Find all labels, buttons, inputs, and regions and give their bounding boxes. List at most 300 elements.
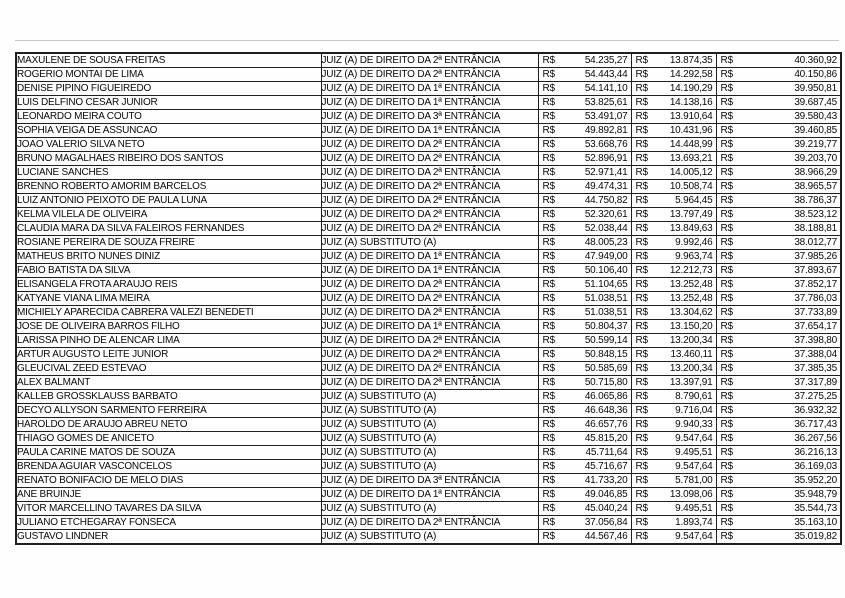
currency-symbol: R$ [720,489,733,500]
table-row [16,222,841,236]
position-cell: JUIZ (A) DE DIREITO DA 3ª ENTRÂNCIA [321,474,538,488]
amount-value: 13.200,34 [669,363,713,374]
amount-wrapper [539,152,631,165]
amount-wrapper [539,236,631,249]
amount-cell [716,222,841,236]
amount-value: 52.971,41 [584,167,628,178]
amount-wrapper [632,236,716,249]
amount-cell [538,530,631,545]
amount-cell [631,166,716,180]
position-cell: JUIZ (A) DE DIREITO DA 2ª ENTRÂNCIA [321,516,538,530]
amount-cell [631,502,716,516]
amount-cell [716,138,841,152]
currency-symbol: R$ [635,139,648,150]
currency-symbol: R$ [542,517,555,528]
amount-value: 36.169,03 [794,461,837,472]
judge-name-cell: DENISE PIPINO FIGUEIREDO [16,82,321,96]
amount-wrapper [539,82,631,95]
amount-wrapper [539,446,631,459]
amount-value: 39.950,81 [794,83,837,94]
amount-value: 51.038,51 [584,293,628,304]
amount-value: 35.948,79 [794,489,837,500]
amount-wrapper [717,208,841,221]
amount-wrapper [632,96,716,109]
currency-symbol: R$ [635,153,648,164]
position-cell: JUIZ (A) SUBSTITUTO (A) [321,404,538,418]
amount-cell [631,68,716,82]
amount-value: 35.163,10 [794,517,837,528]
amount-cell [631,236,716,250]
amount-value: 52.320,61 [584,209,628,220]
amount-value: 14.138,16 [669,97,713,108]
currency-symbol: R$ [542,447,555,458]
amount-cell [716,292,841,306]
judge-name-cell: BRUNO MAGALHAES RIBEIRO DOS SANTOS [16,152,321,166]
currency-symbol: R$ [542,349,555,360]
currency-symbol: R$ [542,433,555,444]
table-row [16,306,841,320]
currency-symbol: R$ [720,83,733,94]
currency-symbol: R$ [635,335,648,346]
currency-symbol: R$ [720,433,733,444]
amount-wrapper [717,320,841,333]
judge-name-cell: GLEUCIVAL ZEED ESTEVAO [16,362,321,376]
amount-wrapper [632,54,716,67]
amount-wrapper [539,180,631,193]
amount-wrapper [717,390,841,403]
currency-symbol: R$ [720,167,733,178]
judge-name-cell: HAROLDO DE ARAUJO ABREU NETO [16,418,321,432]
currency-symbol: R$ [542,293,555,304]
amount-value: 45.040,24 [584,503,628,514]
amount-value: 1.893,74 [675,517,713,528]
judge-name-cell: BRENNO ROBERTO AMORIM BARCELOS [16,180,321,194]
currency-symbol: R$ [720,419,733,430]
amount-cell [538,138,631,152]
amount-cell [631,180,716,194]
amount-value: 9.940,33 [675,419,713,430]
currency-symbol: R$ [635,517,648,528]
amount-wrapper [717,278,841,291]
amount-wrapper [717,418,841,431]
table-row [16,96,841,110]
position-cell: JUIZ (A) SUBSTITUTO (A) [321,236,538,250]
amount-value: 10.508,74 [669,181,713,192]
currency-symbol: R$ [542,55,555,66]
amount-wrapper [717,460,841,473]
position-cell: JUIZ (A) DE DIREITO DA 2ª ENTRÂNCIA [321,194,538,208]
amount-cell [716,110,841,124]
amount-cell [631,208,716,222]
amount-value: 53.491,07 [584,111,628,122]
amount-value: 48.005,23 [584,237,628,248]
amount-wrapper [632,194,716,207]
currency-symbol: R$ [542,489,555,500]
amount-value: 47.949,00 [584,251,628,262]
amount-wrapper [632,320,716,333]
amount-value: 9.992,46 [675,237,713,248]
amount-value: 14.448,99 [669,139,713,150]
currency-symbol: R$ [635,489,648,500]
amount-cell [716,264,841,278]
amount-value: 46.648,36 [584,405,628,416]
amount-wrapper [717,348,841,361]
currency-symbol: R$ [720,461,733,472]
amount-cell [716,474,841,488]
amount-wrapper [632,488,716,501]
amount-cell [716,96,841,110]
amount-cell [538,208,631,222]
amount-wrapper [632,180,716,193]
table-row [16,53,841,68]
amount-value: 51.104,65 [584,279,628,290]
position-cell: JUIZ (A) DE DIREITO DA 1ª ENTRÂNCIA [321,250,538,264]
amount-value: 13.849,63 [669,223,713,234]
amount-wrapper [539,54,631,67]
table-row [16,460,841,474]
currency-symbol: R$ [542,111,555,122]
amount-cell [716,502,841,516]
amount-wrapper [717,110,841,123]
amount-cell [716,404,841,418]
amount-cell [631,306,716,320]
position-cell: JUIZ (A) DE DIREITO DA 2ª ENTRÂNCIA [321,138,538,152]
currency-symbol: R$ [720,111,733,122]
judge-name-cell: LUCIANE SANCHES [16,166,321,180]
currency-symbol: R$ [720,293,733,304]
amount-value: 37.385,35 [794,363,837,374]
judge-name-cell: GUSTAVO LINDNER [16,530,321,545]
table-row [16,432,841,446]
amount-cell [716,166,841,180]
currency-symbol: R$ [635,377,648,388]
salary-table-body [16,53,841,544]
amount-wrapper [717,222,841,235]
amount-value: 10.431,96 [669,125,713,136]
currency-symbol: R$ [720,237,733,248]
amount-value: 14.005,12 [669,167,713,178]
amount-wrapper [539,250,631,263]
amount-cell [538,488,631,502]
amount-value: 14.190,29 [669,83,713,94]
amount-cell [716,530,841,545]
position-cell: JUIZ (A) DE DIREITO DA 2ª ENTRÂNCIA [321,166,538,180]
amount-wrapper [632,530,716,543]
amount-wrapper [632,124,716,137]
amount-cell [716,376,841,390]
currency-symbol: R$ [635,531,648,542]
currency-symbol: R$ [720,55,733,66]
amount-cell [538,152,631,166]
amount-value: 37.985,26 [794,251,837,262]
amount-value: 37.852,17 [794,279,837,290]
currency-symbol: R$ [635,223,648,234]
amount-cell [631,96,716,110]
position-cell: JUIZ (A) DE DIREITO DA 1ª ENTRÂNCIA [321,264,538,278]
amount-value: 35.952,20 [794,475,837,486]
amount-wrapper [632,152,716,165]
amount-wrapper [717,292,841,305]
amount-wrapper [717,306,841,319]
amount-cell [716,82,841,96]
amount-value: 8.790,61 [675,391,713,402]
judge-name-cell: ROSIANE PEREIRA DE SOUZA FREIRE [16,236,321,250]
amount-wrapper [539,292,631,305]
position-cell: JUIZ (A) SUBSTITUTO (A) [321,446,538,460]
table-row [16,530,841,545]
position-cell: JUIZ (A) SUBSTITUTO (A) [321,432,538,446]
amount-wrapper [632,432,716,445]
position-cell: JUIZ (A) DE DIREITO DA 2ª ENTRÂNCIA [321,292,538,306]
amount-wrapper [632,474,716,487]
currency-symbol: R$ [542,265,555,276]
position-cell: JUIZ (A) DE DIREITO DA 2ª ENTRÂNCIA [321,222,538,236]
amount-wrapper [539,166,631,179]
amount-wrapper [539,376,631,389]
amount-wrapper [717,502,841,515]
table-row [16,516,841,530]
table-row [16,194,841,208]
amount-wrapper [632,418,716,431]
amount-cell [538,446,631,460]
amount-cell [538,418,631,432]
amount-value: 50.848,15 [584,349,628,360]
amount-value: 13.252,48 [669,293,713,304]
table-row [16,236,841,250]
amount-wrapper [717,376,841,389]
position-cell: JUIZ (A) DE DIREITO DA 2ª ENTRÂNCIA [321,180,538,194]
amount-cell [631,362,716,376]
position-cell: JUIZ (A) DE DIREITO DA 2ª ENTRÂNCIA [321,306,538,320]
amount-cell [538,180,631,194]
amount-cell [716,194,841,208]
judge-name-cell: LEONARDO MEIRA COUTO [16,110,321,124]
amount-wrapper [632,334,716,347]
table-row [16,82,841,96]
amount-wrapper [717,404,841,417]
amount-wrapper [717,166,841,179]
amount-value: 37.317,89 [794,377,837,388]
amount-cell [716,152,841,166]
amount-cell [631,124,716,138]
amount-cell [631,334,716,348]
currency-symbol: R$ [542,167,555,178]
amount-wrapper [632,138,716,151]
amount-cell [631,530,716,545]
position-cell: JUIZ (A) DE DIREITO DA 2ª ENTRÂNCIA [321,278,538,292]
currency-symbol: R$ [635,55,648,66]
amount-cell [716,278,841,292]
amount-value: 36.717,43 [794,419,837,430]
amount-cell [538,124,631,138]
currency-symbol: R$ [720,377,733,388]
amount-value: 9.547,64 [675,531,713,542]
amount-cell [631,250,716,264]
amount-value: 37.893,67 [794,265,837,276]
amount-value: 38.965,57 [794,181,837,192]
table-row [16,320,841,334]
currency-symbol: R$ [720,265,733,276]
amount-value: 35.019,82 [794,531,837,542]
table-row [16,152,841,166]
amount-value: 38.966,29 [794,167,837,178]
amount-wrapper [717,236,841,249]
position-cell: JUIZ (A) DE DIREITO DA 2ª ENTRÂNCIA [321,334,538,348]
currency-symbol: R$ [542,363,555,374]
currency-symbol: R$ [635,349,648,360]
amount-wrapper [717,474,841,487]
currency-symbol: R$ [635,209,648,220]
amount-value: 49.474,31 [584,181,628,192]
judge-name-cell: KALLEB GROSSKLAUSS BARBATO [16,390,321,404]
currency-symbol: R$ [720,139,733,150]
judge-name-cell: SOPHIA VEIGA DE ASSUNCAO [16,124,321,138]
amount-wrapper [632,460,716,473]
judge-name-cell: LARISSA PINHO DE ALENCAR LIMA [16,334,321,348]
currency-symbol: R$ [720,69,733,80]
amount-value: 12.212,73 [669,265,713,276]
table-row [16,180,841,194]
amount-value: 45.716,67 [584,461,628,472]
amount-wrapper [717,96,841,109]
amount-wrapper [632,208,716,221]
amount-cell [538,278,631,292]
currency-symbol: R$ [542,321,555,332]
judge-name-cell: BRENDA AGUIAR VASCONCELOS [16,460,321,474]
amount-wrapper [717,180,841,193]
amount-cell [716,334,841,348]
amount-wrapper [717,334,841,347]
amount-value: 44.750,82 [584,195,628,206]
currency-symbol: R$ [635,461,648,472]
amount-cell [631,460,716,474]
currency-symbol: R$ [720,279,733,290]
amount-value: 46.065,86 [584,391,628,402]
amount-value: 39.460,85 [794,125,837,136]
amount-value: 50.599,14 [584,335,628,346]
amount-value: 54.443,44 [584,69,628,80]
amount-wrapper [539,68,631,81]
currency-symbol: R$ [720,307,733,318]
currency-symbol: R$ [720,447,733,458]
position-cell: JUIZ (A) DE DIREITO DA 2ª ENTRÂNCIA [321,68,538,82]
amount-cell [538,306,631,320]
amount-value: 9.495,51 [675,503,713,514]
amount-cell [631,292,716,306]
amount-cell [538,68,631,82]
amount-wrapper [539,474,631,487]
amount-wrapper [632,222,716,235]
amount-cell [716,516,841,530]
amount-cell [538,390,631,404]
currency-symbol: R$ [720,153,733,164]
position-cell: JUIZ (A) SUBSTITUTO (A) [321,390,538,404]
judge-name-cell: JOAO VALERIO SILVA NETO [16,138,321,152]
table-row [16,166,841,180]
amount-cell [631,432,716,446]
currency-symbol: R$ [635,293,648,304]
currency-symbol: R$ [635,83,648,94]
amount-wrapper [632,278,716,291]
amount-value: 14.292,58 [669,69,713,80]
amount-wrapper [632,250,716,263]
judge-name-cell: ANE BRUINJE [16,488,321,502]
currency-symbol: R$ [542,181,555,192]
currency-symbol: R$ [542,419,555,430]
judge-name-cell: THIAGO GOMES DE ANICETO [16,432,321,446]
amount-value: 39.203,70 [794,153,837,164]
cutoff-row-line [15,40,839,41]
currency-symbol: R$ [635,475,648,486]
amount-wrapper [539,530,631,543]
amount-value: 39.219,77 [794,139,837,150]
amount-value: 41.733,20 [584,475,628,486]
currency-symbol: R$ [542,307,555,318]
amount-value: 36.932,32 [794,405,837,416]
amount-value: 36.216,13 [794,447,837,458]
currency-symbol: R$ [542,251,555,262]
currency-symbol: R$ [635,125,648,136]
amount-wrapper [539,96,631,109]
currency-symbol: R$ [720,363,733,374]
amount-wrapper [539,502,631,515]
amount-cell [538,82,631,96]
table-row [16,502,841,516]
amount-value: 13.150,20 [669,321,713,332]
amount-wrapper [632,166,716,179]
currency-symbol: R$ [635,167,648,178]
amount-wrapper [717,54,841,67]
amount-wrapper [539,264,631,277]
judge-name-cell: KELMA VILELA DE OLIVEIRA [16,208,321,222]
position-cell: JUIZ (A) DE DIREITO DA 2ª ENTRÂNCIA [321,362,538,376]
currency-symbol: R$ [542,153,555,164]
amount-cell [631,278,716,292]
amount-wrapper [717,446,841,459]
amount-value: 51.038,51 [584,307,628,318]
amount-value: 50.106,40 [584,265,628,276]
amount-cell [631,222,716,236]
amount-cell [716,208,841,222]
currency-symbol: R$ [542,237,555,248]
amount-cell [538,292,631,306]
amount-wrapper [539,404,631,417]
amount-value: 35.544,73 [794,503,837,514]
amount-value: 5.964,45 [675,195,713,206]
amount-wrapper [632,446,716,459]
amount-value: 13.874,35 [669,55,713,66]
amount-value: 49.046,85 [584,489,628,500]
amount-wrapper [539,194,631,207]
amount-cell [716,488,841,502]
table-row [16,376,841,390]
position-cell: JUIZ (A) SUBSTITUTO (A) [321,418,538,432]
amount-value: 53.825,61 [584,97,628,108]
table-row [16,124,841,138]
table-row [16,488,841,502]
amount-cell [631,82,716,96]
table-row [16,68,841,82]
amount-wrapper [717,250,841,263]
table-row [16,362,841,376]
amount-cell [538,362,631,376]
amount-value: 13.797,49 [669,209,713,220]
amount-wrapper [539,516,631,529]
table-row [16,208,841,222]
amount-cell [538,236,631,250]
amount-cell [716,180,841,194]
amount-wrapper [539,348,631,361]
